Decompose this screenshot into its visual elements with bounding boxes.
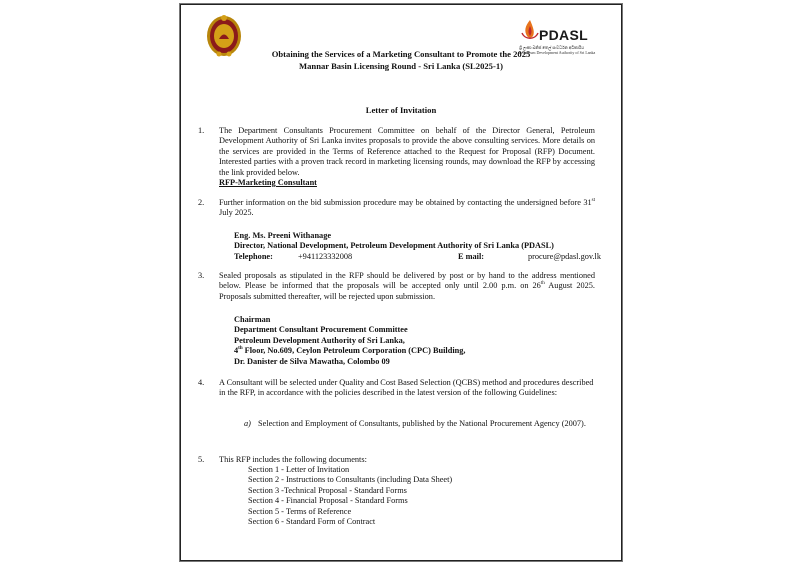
logo-subtitle-english: Petroleum Development Authority of Sri Lanka	[519, 50, 596, 55]
paragraph-text: Further information on the bid submission procedure may be obtained by contacting the undersigned before 31	[219, 198, 592, 207]
paragraph-text: July 2025.	[219, 208, 254, 218]
contact-name: Eng. Ms. Preeni Withanage	[234, 231, 332, 240]
section-item: Section 4 - Financial Proposal - Standard Forms	[248, 496, 408, 506]
superscript: th	[540, 281, 545, 287]
telephone-label: Telephone:	[234, 251, 273, 261]
paragraph-number: 2.	[198, 198, 205, 207]
address-line: Petroleum Development Authority of Sri Lanka,	[234, 335, 405, 345]
paragraph-1	[198, 126, 595, 188]
email-value[interactable]: procure@pdasl.gov.lk	[528, 251, 601, 261]
guideline-item	[244, 419, 591, 429]
contact-block	[234, 231, 614, 262]
rfp-link[interactable]: RFP-Marketing Consultant	[219, 178, 317, 188]
address-line: Department Consultant Procurement Committee	[234, 325, 408, 335]
paragraph-3	[198, 271, 595, 302]
logo-text: PDASL	[539, 27, 588, 43]
document-page	[180, 4, 622, 561]
contact-row	[234, 252, 614, 262]
paragraph-2	[198, 198, 595, 219]
superscript: th	[238, 346, 243, 352]
section-list	[248, 465, 452, 527]
section-item: Section 6 - Standard Form of Contract	[248, 517, 376, 527]
paragraph-text: A Consultant will be selected under Quality and Cost Based Selection (QCBS) method and procedures described in the RFP, in accordance with the policies described in the latest version of the following Guidelines:	[219, 378, 594, 398]
guideline-text: Selection and Employment of Consultants, published by the National Procurement Agency (2007).	[258, 419, 586, 428]
section-item: Section 5 - Terms of Reference	[248, 506, 352, 516]
address-line	[234, 346, 614, 356]
paragraph-number: 1.	[198, 126, 205, 135]
telephone-value: +941123332008	[298, 251, 353, 261]
address-block	[234, 315, 614, 367]
contact-title: Director, National Development, Petroleum Development Authority of Sri Lanka (PDASL)	[234, 241, 554, 251]
email-label: E mail:	[458, 251, 485, 261]
letter-heading: Letter of Invitation	[365, 105, 437, 115]
address-line: Chairman	[234, 315, 271, 324]
paragraph-text: This RFP includes the following documents:	[219, 455, 367, 464]
paragraph-text: The Department Consultants Procurement Committee on behalf of the Director General, Petroleum Development Authority of Sri Lanka invites proposals to provide the above consulting services. More details on the services are provided in the Terms of Reference attached to the Request for Proposal (RFP) Document. Interested parties with a proven track record in marketing licensing rounds, may download the RFP by accessing the link provided below.	[219, 126, 595, 177]
document-title-line1: Obtaining the Services of a Marketing Consultant to Promote the 2025	[271, 49, 531, 59]
logo-subtitle-sinhala: ශ්‍රී ලංකා ඛනිජ තෙල් සංවර්ධන අධිකාරිය	[519, 45, 585, 50]
paragraph-text: Sealed proposals as stipulated in the RFP should be delivered by post or by hand to the address mentioned below. Please be informed that the proposals will be accepted only until 2.00 p.m. on 26	[219, 271, 595, 291]
section-item: Section 1 - Letter of Invitation	[248, 465, 350, 474]
paragraph-number: 4.	[198, 378, 205, 387]
guideline-label: a)	[244, 419, 251, 428]
section-item: Section 2 - Instructions to Consultants (including Data Sheet)	[248, 475, 453, 485]
paragraph-text: August 2025. Proposals submitted thereafter, will be rejected upon submission.	[219, 281, 595, 301]
address-line: Dr. Danister de Silva Mawatha, Colombo 09	[234, 356, 390, 366]
document-title-line2: Mannar Basin Licensing Round - Sri Lanka (SL2025-1)	[299, 61, 503, 71]
address-text: 4	[234, 346, 239, 356]
paragraph-number: 5.	[198, 455, 205, 464]
paragraph-number: 3.	[198, 271, 205, 280]
paragraph-5	[198, 455, 595, 465]
address-text: Floor, No.609, Ceylon Petroleum Corporation (CPC) Building,	[242, 346, 466, 356]
section-item: Section 3 -Technical Proposal - Standard Forms	[248, 485, 407, 495]
paragraph-4	[198, 378, 595, 399]
superscript: st	[591, 198, 595, 204]
pdasl-flame-icon	[519, 19, 541, 41]
